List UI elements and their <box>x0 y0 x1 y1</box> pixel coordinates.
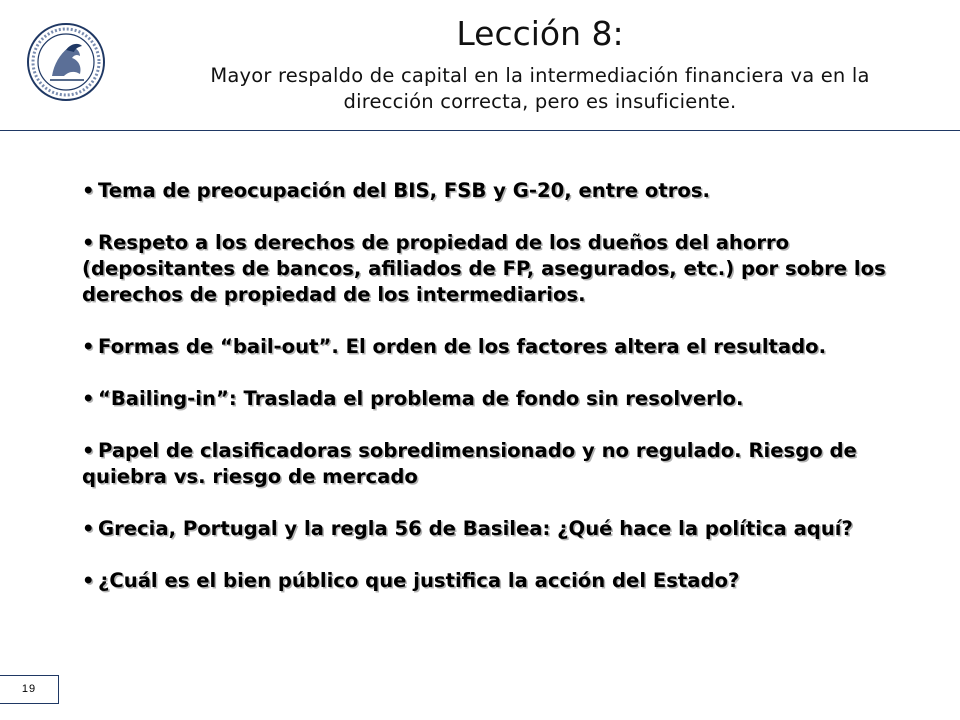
bullet-text: Tema de preocupación del BIS, FSB y G-20, entre otros. <box>98 179 710 202</box>
subtitle-line-1: Mayor respaldo de capital en la intermediación financiera va en la <box>210 64 870 87</box>
bullet-marker: • <box>82 231 95 254</box>
bullet-item <box>82 386 912 412</box>
slide-subtitle <box>120 63 960 115</box>
subtitle-line-2: dirección correcta, pero es insuficiente. <box>343 90 737 113</box>
bullet-text: Formas de “bail-out”. El orden de los factores altera el resultado. <box>98 335 827 358</box>
bullet-text: ¿Cuál es el bien público que justifica la acción del Estado? <box>98 569 740 592</box>
bullet-item <box>82 568 912 594</box>
bullet-marker: • <box>82 517 95 540</box>
bullet-text: “Bailing-in”: Traslada el problema de fondo sin resolverlo. <box>98 387 744 410</box>
header-divider <box>0 130 960 131</box>
bullet-marker: • <box>82 569 95 592</box>
bullet-item <box>82 334 912 360</box>
bullet-text: Papel de clasificadoras sobredimensionado y no regulado. Riesgo de quiebra vs. riesgo de mercado <box>82 439 857 488</box>
bullet-list <box>82 178 912 620</box>
bullet-text: Grecia, Portugal y la regla 56 de Basilea: ¿Qué hace la política aquí? <box>98 517 853 540</box>
bank-seal-icon <box>22 20 110 104</box>
slide-title: Lección 8: <box>456 14 624 53</box>
bullet-marker: • <box>82 387 95 410</box>
bullet-text: Respeto a los derechos de propiedad de los dueños del ahorro (depositantes de bancos, afiliados de FP, asegurados, etc.) por sobre los derechos de propiedad de los intermediarios. <box>82 231 886 306</box>
bullet-item <box>82 230 912 308</box>
bullet-marker: • <box>82 335 95 358</box>
bullet-item <box>82 438 912 490</box>
bullet-item <box>82 516 912 542</box>
bullet-item <box>82 178 912 204</box>
page-number: 19 <box>0 675 59 704</box>
bullet-marker: • <box>82 439 95 462</box>
bullet-marker: • <box>82 179 95 202</box>
